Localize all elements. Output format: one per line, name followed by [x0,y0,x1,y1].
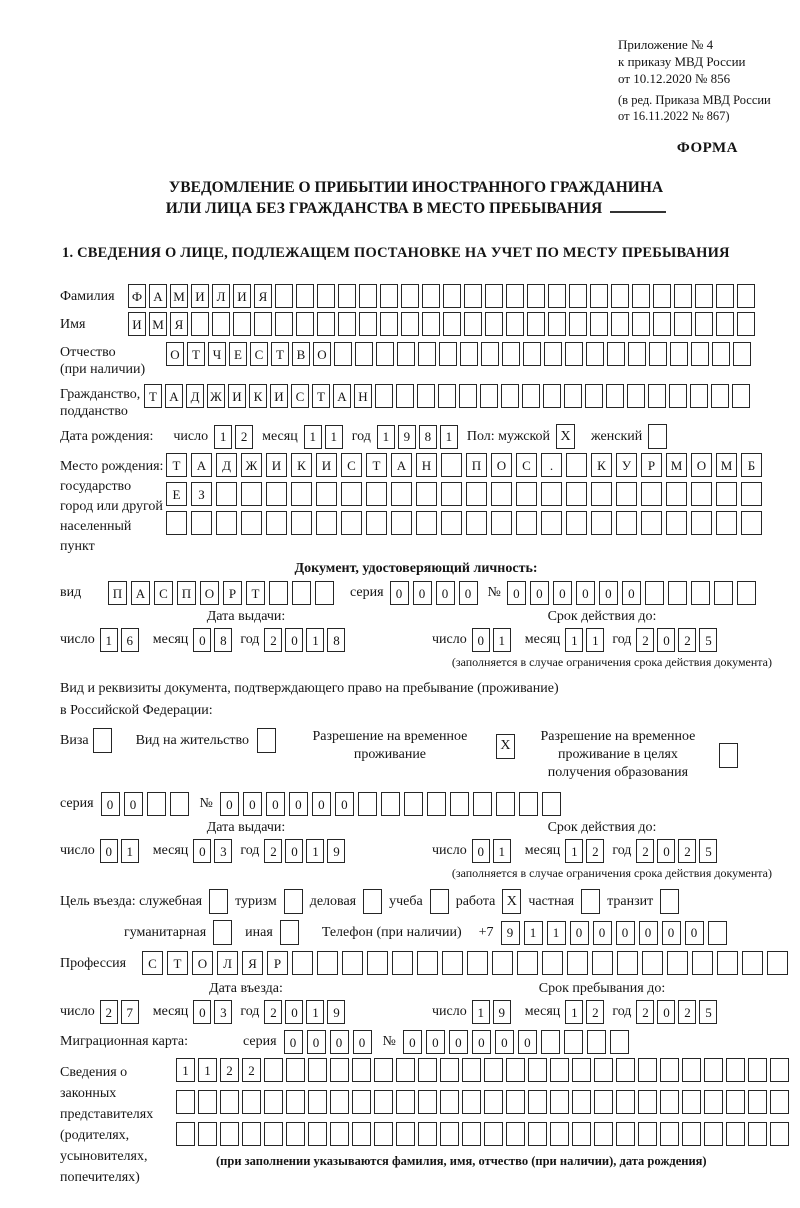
legal-rep-label2: законных [60,1086,117,1101]
mig-number-sign: № [382,1034,396,1049]
birth-year-cells[interactable]: 1 9 8 1 [377,425,461,449]
year-label: год [612,1004,632,1019]
stay-until-header: Срок пребывания до: [538,981,666,996]
month-label: месяц [152,843,189,858]
legal-rep-label6: попечителях) [60,1170,140,1185]
doc-valid-month-cells[interactable]: 1 1 [565,628,607,652]
residence-doc-label1: Вид и реквизиты документа, подтверждающего право на пребывание (проживание) [60,681,559,696]
doc-issue-year-cells[interactable]: 2 0 1 8 [264,628,348,652]
sex-male-checkbox[interactable]: X [556,424,575,449]
res-issue-date-header: Дата выдачи: [206,820,286,835]
purpose-humanitarian-checkbox[interactable] [213,920,232,945]
purpose-humanitarian-label: гуманитарная [124,924,207,940]
mig-series-label: серия [243,1034,277,1049]
res-valid-year-cells[interactable]: 2 0 2 5 [636,839,720,863]
temp-residence-checkbox[interactable]: X [496,734,515,759]
res-number-cells[interactable]: 0 0 0 0 0 0 [220,792,565,816]
visa-label: Виза [60,732,89,748]
doc-issue-month-cells[interactable]: 0 8 [193,628,235,652]
purpose-work-label: работа [455,893,496,909]
stay-year-cells[interactable]: 2 0 2 5 [636,1000,720,1024]
phone-prefix: +7 [478,924,494,940]
month-label: месяц [152,1004,189,1019]
migration-card-row [60,1030,772,1054]
purpose-study-checkbox[interactable] [430,889,449,914]
day-label: число [432,1004,467,1019]
surname-label: Фамилия [60,289,115,304]
day-label: число [60,843,95,858]
temp-residence-label: Разрешение на временное [312,729,468,744]
entry-date-header: Дата въезда: [209,981,283,996]
purpose-delovaya-checkbox[interactable] [363,889,382,914]
doc-valid-day-cells[interactable]: 0 1 [472,628,514,652]
page-title [60,177,772,219]
appendix-line: Приложение № 4 [618,37,714,52]
birth-day-cells[interactable]: 1 2 [214,425,256,449]
birth-place-cells-3[interactable] [166,511,766,535]
temp-residence-edu-checkbox[interactable] [719,743,738,768]
doc-series-label: серия [350,585,384,600]
res-valid-note: (заполняется в случае ограничения срока действия документа) [451,866,772,880]
entry-year-cells[interactable]: 2 0 1 9 [264,1000,348,1024]
purpose-study-label: учеба [389,893,423,909]
residence-permit-label: Вид на жительство [135,732,249,748]
phone-row [60,920,772,945]
purpose-other-label: иная [245,924,273,940]
res-number-sign: № [199,796,213,811]
year-label: год [351,428,371,444]
citizenship-row [60,382,772,420]
birth-place-cells-1[interactable]: Т А Д Ж И К И С Т А Н П О С . К У Р М О М Б [166,453,766,477]
patronymic-label: Отчество [60,345,116,360]
res-valid-day-cells[interactable]: 0 1 [472,839,514,863]
legal-rep-label4: (родителях, [60,1128,130,1143]
patronymic-row [60,340,772,378]
birth-place-label2: государство [60,479,132,494]
doc-kind-label: вид [60,585,82,600]
birth-month-cells[interactable]: 1 1 [304,425,346,449]
legal-rep-note: (при заполнении указываются фамилия, имя, отчество (при наличии), дата рождения) [216,1154,707,1168]
res-series-label: серия [60,796,94,811]
identity-doc-header: Документ, удостоверяющий личность: [294,561,538,576]
birth-place-row [60,453,772,557]
mig-series-cells[interactable]: 0 0 0 0 [284,1030,376,1054]
purpose-other-checkbox[interactable] [280,920,299,945]
section1-title: 1. СВЕДЕНИЯ О ЛИЦЕ, ПОДЛЕЖАЩЕМ ПОСТАНОВКЕ НА УЧЕТ ПО МЕСТУ ПРЕБЫВАНИЯ [62,245,730,261]
month-label: месяц [262,428,298,444]
year-label: год [612,632,632,647]
month-label: месяц [524,632,561,647]
doc-valid-note: (заполняется в случае ограничения срока действия документа) [451,655,772,669]
entry-dates-block [60,981,772,1024]
doc-series-cells[interactable]: 0 0 0 0 [390,581,482,605]
purpose-transit-label: транзит [607,893,654,909]
res-issue-day-cells[interactable]: 0 1 [100,839,142,863]
day-label: число [60,632,95,647]
purpose-private-checkbox[interactable] [581,889,600,914]
stay-day-cells[interactable]: 1 9 [472,1000,514,1024]
birth-date-row [60,424,772,449]
phone-cells[interactable]: 9 1 1 0 0 0 0 0 0 [501,921,731,945]
citizenship-label2: подданство [60,404,128,419]
legal-rep-row [60,1058,772,1188]
birth-place-label: Место рождения: [60,459,164,474]
residence-doc-options-row: Виза Вид на жительство Разрешение на временное проживание X Разрешение на временное проживание в целях получения образования [60,728,772,782]
year-label: год [240,843,260,858]
residence-permit-checkbox[interactable] [257,728,276,753]
entry-day-cells[interactable]: 2 7 [100,1000,142,1024]
doc-number-sign: № [487,585,501,600]
res-series-cells[interactable]: 0 0 [101,792,193,816]
forma-label: ФОРМА [676,140,738,156]
title-blank-line [610,199,666,213]
title-line2: ИЛИ ЛИЦА БЕЗ ГРАЖДАНСТВА В МЕСТО ПРЕБЫВАНИЯ [165,200,603,217]
doc-valid-year-cells[interactable]: 2 0 2 5 [636,628,720,652]
legal-rep-cells-1[interactable]: 1 1 2 2 [176,1058,792,1082]
temp-residence-edu-label: Разрешение на временное [540,729,696,744]
sex-female-checkbox[interactable] [648,424,667,449]
year-label: год [240,632,260,647]
revision-line: от 16.11.2022 № 867) [618,109,730,123]
entry-purpose-label: Цель въезда: служебная [60,893,203,909]
citizenship-label: Гражданство, [60,387,141,402]
residence-doc-label2: в Российской Федерации: [60,703,213,718]
surname-row [60,284,772,308]
month-label: месяц [524,1004,561,1019]
legal-rep-label1: Сведения о [60,1065,128,1080]
doc-kind-row [60,581,772,605]
migration-card-label: Миграционная карта: [60,1034,189,1049]
res-issue-year-cells[interactable]: 2 0 1 9 [264,839,348,863]
name-label: Имя [60,317,86,332]
year-label: год [240,1004,260,1019]
residence-dates-block [60,820,772,881]
visa-checkbox[interactable] [93,728,112,753]
doc-issue-date-header: Дата выдачи: [206,609,286,624]
res-valid-until-header: Срок действия до: [547,820,657,835]
phone-label: Телефон (при наличии) [321,924,462,940]
sex-male-label: Пол: мужской [466,428,551,444]
purpose-private-label: частная [528,893,575,909]
revision-line: (в ред. Приказа МВД России [618,93,771,107]
month-label: месяц [524,843,561,858]
birth-date-label: Дата рождения: [60,428,154,444]
res-valid-month-cells[interactable]: 1 2 [565,839,607,863]
doc-dates-block [60,609,772,670]
legal-rep-cells-2[interactable] [176,1090,792,1114]
month-label: месяц [152,632,189,647]
purpose-transit-checkbox[interactable] [660,889,679,914]
stay-month-cells[interactable]: 1 2 [565,1000,607,1024]
surname-cells[interactable]: Ф А М И Л И Я [128,284,758,308]
mig-number-cells[interactable]: 0 0 0 0 0 0 [403,1030,633,1054]
purpose-tourism-label: туризм [235,893,277,909]
profession-row [60,951,772,975]
year-label: год [612,843,632,858]
name-row [60,312,772,336]
doc-number-cells[interactable]: 0 0 0 0 0 0 [507,581,760,605]
doc-valid-until-header: Срок действия до: [547,609,657,624]
title-line1: УВЕДОМЛЕНИЕ О ПРИБЫТИИ ИНОСТРАННОГО ГРАЖДАНИНА [168,179,664,196]
day-label: число [60,1004,95,1019]
res-issue-month-cells[interactable]: 0 3 [193,839,235,863]
patronymic-cells[interactable]: О Т Ч Е С Т В О [166,342,754,366]
purpose-business-checkbox[interactable] [209,889,228,914]
day-label: число [432,843,467,858]
entry-month-cells[interactable]: 0 3 [193,1000,235,1024]
birth-place-cells-2[interactable]: Е З [166,482,766,506]
citizenship-cells[interactable]: Т А Д Ж И К И С Т А Н [144,384,753,408]
sex-female-label: женский [591,428,643,444]
profession-label: Профессия [60,955,127,971]
day-label: число [432,632,467,647]
entry-purpose-row [60,889,772,914]
residence-series-row [60,792,772,816]
birth-place-label3: город или другой [60,499,163,514]
day-label: число [173,428,209,444]
legal-rep-label5: усыновителях, [60,1149,148,1164]
legal-rep-label3: представителях [60,1107,154,1122]
doc-kind-cells[interactable]: П А С П О Р Т [108,581,338,605]
doc-issue-day-cells[interactable]: 1 6 [100,628,142,652]
purpose-delovaya-label: деловая [309,893,357,909]
appendix-line: от 10.12.2020 № 856 [618,71,731,86]
birth-place-label4: населенный пункт [60,519,132,554]
appendix-block [618,36,800,124]
purpose-work-checkbox[interactable]: X [502,889,521,914]
profession-cells[interactable]: С Т О Л Я Р [142,951,792,975]
name-cells[interactable]: И М Я [128,312,758,336]
legal-rep-cells-3[interactable] [176,1122,792,1146]
patronymic-note: (при наличии) [60,362,146,377]
appendix-line: к приказу МВД России [618,54,746,69]
purpose-tourism-checkbox[interactable] [284,889,303,914]
